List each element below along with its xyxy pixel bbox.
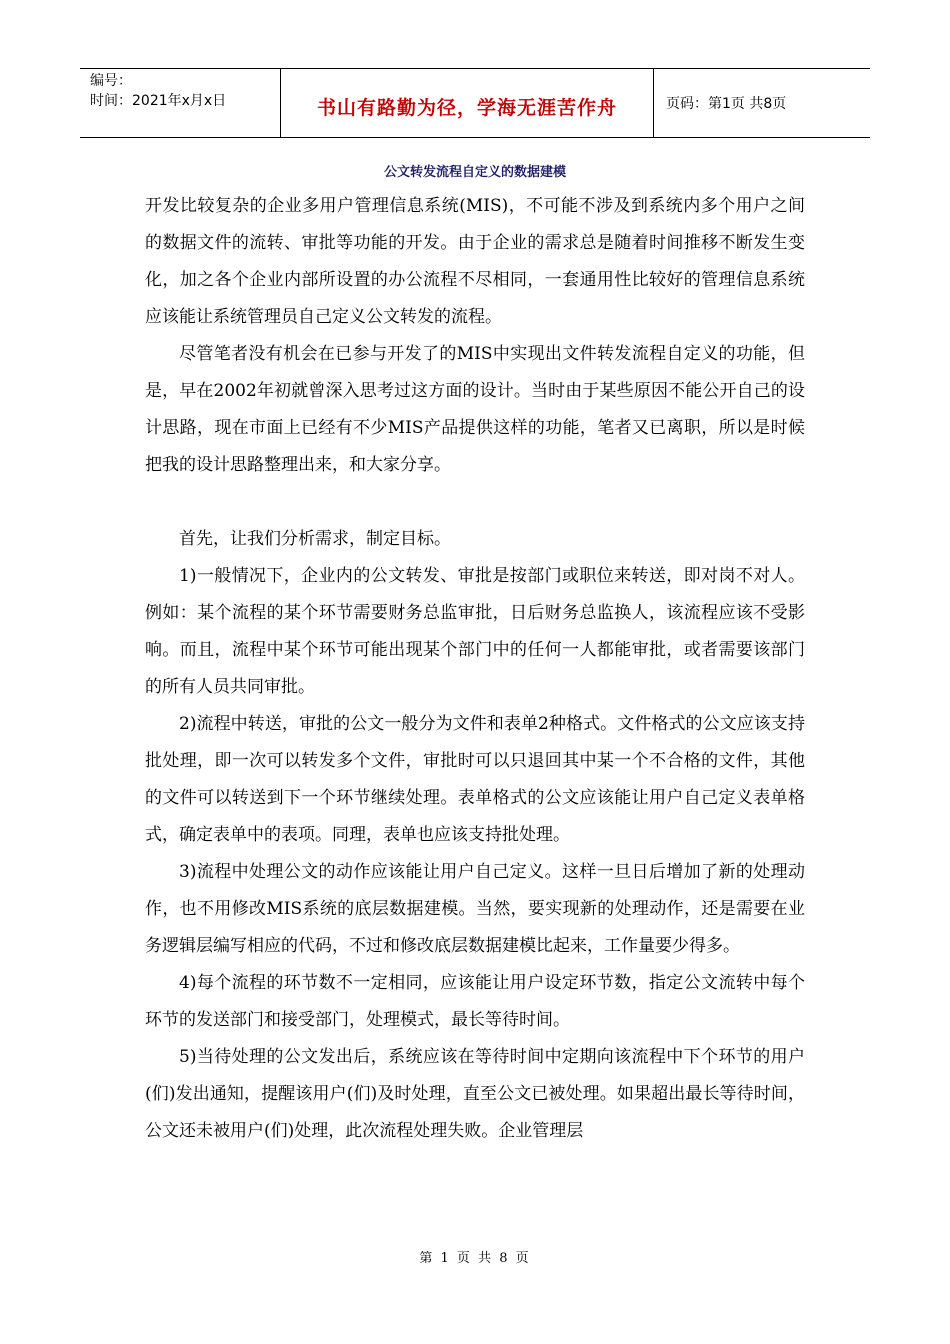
paragraph-goals-intro: 首先，让我们分析需求，制定目标。 [179,529,451,549]
page-code: 页码：第1页 共8页 [666,96,787,112]
date-label: 时间：2021年x月x日 [90,93,227,109]
paragraph-gap [145,484,805,521]
motto-text: 书山有路勤为径，学海无涯苦作舟 [316,96,617,119]
paragraph-requirement-2: 2)流程中转送，审批的公文一般分为文件和表单2种格式。文件格式的公文应该支持批处理，即一次可以转发多个文件，审批时可以只退回其中某一个不合格的文件，其他的文件可以转送到下一个环节继续处理。表单格式的公文应该能让用户自己定义表单格式，确定表单中的表项。同理，表单也应该支持批处理。 [145,714,805,845]
paragraph-background: 尽管笔者没有机会在已参与开发了的MIS中实现出文件转发流程自定义的功能，但是，早在2002年初就曾深入思考过这方面的设计。当时由于某些原因不能公开自己的设计思路，现在市面上已经有不少MIS产品提供这样的功能，笔者又已离职，所以是时候把我的设计思路整理出来，和大家分享。 [145,344,805,475]
paragraph-requirement-3: 3)流程中处理公文的动作应该能让用户自己定义。这样一旦日后增加了新的处理动作，也不用修改MIS系统的底层数据建模。当然，要实现新的处理动作，还是需要在业务逻辑层编写相应的代码，不过和修改底层数据建模比起来，工作量要少得多。 [145,862,805,956]
paragraph-requirement-4: 4)每个流程的环节数不一定相同，应该能让用户设定环节数，指定公文流转中每个环节的发送部门和接受部门，处理模式，最长等待时间。 [145,973,805,1030]
header-meta-cell [80,69,281,137]
header-page-cell [654,69,870,137]
document-title: 公文转发流程自定义的数据建模 [383,165,566,180]
paragraph-requirement-1: 1)一般情况下，企业内的公文转发、审批是按部门或职位来转送，即对岗不对人。例如：某个流程的某个环节需要财务总监审批，日后财务总监换人，该流程应该不受影响。而且，流程中某个环节可能出现某个部门中的任何一人都能审批，或者需要该部门的所有人员共同审批。 [145,566,805,697]
document-header [80,68,870,138]
paragraph-intro: 开发比较复杂的企业多用户管理信息系统(MIS)，不可能不涉及到系统内多个用户之间的数据文件的流转、审批等功能的开发。由于企业的需求总是随着时间推移不断发生变化，加之各个企业内部所设置的办公流程不尽相同，一套通用性比较好的管理信息系统应该能让系统管理员自己定义公文转发的流程。 [145,196,805,327]
paragraph-requirement-5: 5)当待处理的公文发出后，系统应该在等待时间中定期向该流程中下个环节的用户(们)发出通知，提醒该用户(们)及时处理，直至公文已被处理。如果超出最长等待时间，公文还未被用户(们)处理，此次流程处理失败。企业管理层 [145,1047,805,1141]
header-motto-cell [281,69,654,137]
number-label: 编号： [90,73,132,89]
document-body [145,188,805,1150]
page-footer: 第 1 页 共 8 页 [419,1251,531,1266]
